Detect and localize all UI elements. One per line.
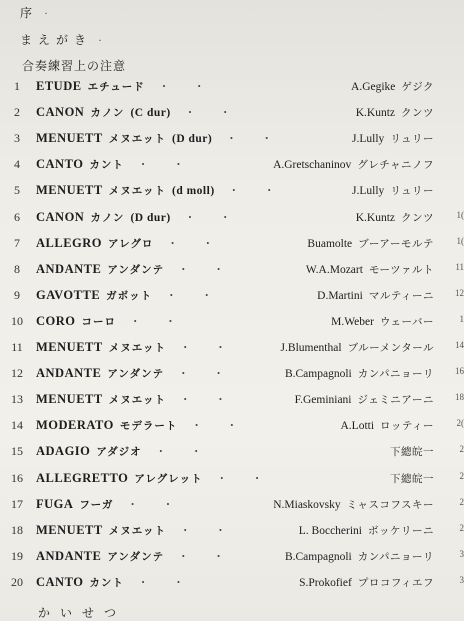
piece-number: 12: [8, 366, 26, 381]
contents-row: [0, 471, 464, 497]
piece-title-latin: CANON: [36, 105, 84, 119]
contents-row: [0, 392, 464, 418]
piece-title-latin: MENUETT: [36, 392, 103, 406]
piece-title-kana: エチュード: [88, 82, 145, 93]
piece-number: 17: [8, 497, 26, 512]
leader-dots: · ·: [153, 236, 224, 250]
piece-title: [36, 523, 237, 538]
composer-kana: モーツァルト: [369, 265, 434, 276]
contents-row: [0, 288, 464, 314]
leader-dots: · ·: [166, 523, 237, 537]
piece-title-kana: アンダンテ: [107, 552, 164, 563]
contents-row: [0, 236, 464, 262]
page-number: 1: [460, 314, 464, 324]
piece-key: (C dur): [130, 107, 170, 119]
composer-latin: B.Campagnoli: [285, 551, 352, 563]
contents-row: [0, 157, 464, 183]
composer-kana: ブルーメンタール: [348, 343, 434, 354]
piece-title-kana: フーガ: [79, 500, 113, 511]
piece-title-latin: ADAGIO: [36, 444, 90, 458]
piece-title-kana: アダジオ: [96, 447, 141, 458]
piece-number: 14: [8, 418, 26, 433]
composer-kana: グレチャニノフ: [357, 160, 434, 171]
page-number: 12: [455, 288, 464, 298]
composer-kana: カンパニョーリ: [358, 369, 434, 380]
afterword-label: かいせつ: [38, 606, 126, 620]
contents-row: [0, 497, 464, 523]
page-number: 2(: [457, 418, 464, 428]
composer-latin: K.Kuntz: [356, 107, 395, 119]
page-number: 3: [460, 549, 464, 559]
piece-title-kana: メヌエット: [109, 134, 166, 145]
piece-number: 16: [8, 471, 26, 486]
composer-kana: ジェミニアーニ: [358, 395, 434, 406]
preface-label: 序: [20, 6, 38, 20]
composer-kana: ロッティー: [380, 421, 434, 432]
piece-title: [36, 497, 184, 512]
contents-row: [0, 79, 464, 105]
composer: [299, 575, 434, 590]
contents-row: [0, 131, 464, 157]
piece-title: [36, 418, 248, 433]
piece-title-latin: ETUDE: [36, 79, 82, 93]
contents-row: [0, 105, 464, 131]
composer: [351, 79, 434, 94]
leader-dots: ·: [44, 6, 58, 20]
composer-kana: プロコフィエフ: [358, 578, 434, 589]
composer: [285, 366, 434, 381]
piece-title: [36, 314, 187, 329]
piece-number: 15: [8, 444, 26, 459]
composer-latin: A.Gretschaninov: [273, 159, 351, 171]
composer: [281, 340, 434, 355]
contents-row: [0, 366, 464, 392]
practice-note-label: 合奏練習上の注意: [22, 59, 126, 73]
piece-title-latin: ANDANTE: [36, 262, 101, 276]
composer: [352, 183, 434, 198]
piece-title-latin: CANON: [36, 210, 84, 224]
page-number: 18: [455, 392, 464, 402]
piece-title: [36, 131, 283, 146]
foreword-entry: [20, 31, 112, 48]
contents-row: [0, 575, 464, 601]
piece-title-kana: アレグレット: [134, 474, 202, 485]
page-number: 2: [460, 497, 464, 507]
composer-latin: S.Prokofief: [299, 577, 352, 589]
piece-number: 8: [8, 262, 26, 277]
piece-title-latin: ANDANTE: [36, 549, 101, 563]
composer: [307, 236, 434, 251]
composer: [299, 523, 434, 538]
piece-title: [36, 575, 195, 590]
piece-title-latin: ALLEGRETTO: [36, 471, 128, 485]
contents-row: [0, 210, 464, 236]
leader-dots: ·: [98, 33, 112, 47]
piece-title: [36, 79, 215, 94]
piece-title-kana: メヌエット: [109, 186, 166, 197]
composer-latin: N.Miaskovsky: [273, 499, 340, 511]
piece-number: 19: [8, 549, 26, 564]
piece-title: [36, 183, 285, 198]
composer-kana: 下總皖一: [390, 447, 434, 458]
composer: [295, 392, 434, 407]
page-number: 2: [460, 471, 464, 481]
composer: [285, 549, 434, 564]
foreword-label: まえがき: [20, 33, 92, 47]
composer: [331, 314, 434, 329]
composer-kana: ブーアーモルテ: [358, 239, 434, 250]
page-number: 3: [460, 575, 464, 585]
leader-dots: · ·: [124, 575, 195, 589]
leader-dots: · ·: [152, 288, 223, 302]
piece-number: 11: [8, 340, 26, 355]
composer-latin: M.Weber: [331, 316, 374, 328]
composer: [273, 497, 434, 512]
piece-number: 6: [8, 210, 26, 225]
piece-number: 1: [8, 79, 26, 94]
piece-title: [36, 236, 224, 251]
piece-title-latin: ALLEGRO: [36, 236, 102, 250]
leader-dots: · ·: [145, 79, 216, 93]
piece-key: (d moll): [172, 185, 215, 197]
composer-latin: W.A.Mozart: [306, 264, 363, 276]
piece-number: 4: [8, 157, 26, 172]
practice-note-entry: [22, 57, 126, 74]
piece-title-kana: アレグロ: [108, 239, 153, 250]
composer-latin: Buamolte: [307, 238, 352, 250]
piece-title: [36, 471, 273, 486]
composer: [352, 131, 434, 146]
leader-dots: · ·: [177, 418, 248, 432]
composer-latin: A.Lotti: [341, 420, 375, 432]
piece-title-latin: MENUETT: [36, 523, 103, 537]
leader-dots: · ·: [164, 262, 235, 276]
piece-title: [36, 105, 241, 120]
composer-latin: K.Kuntz: [356, 212, 395, 224]
piece-title: [36, 288, 223, 303]
contents-row: [0, 314, 464, 340]
contents-row: [0, 183, 464, 209]
piece-title-latin: FUGA: [36, 497, 73, 511]
piece-title: [36, 549, 235, 564]
piece-number: 5: [8, 183, 26, 198]
piece-title-latin: GAVOTTE: [36, 288, 100, 302]
piece-title-kana: コーロ: [82, 317, 117, 328]
composer-kana: クンツ: [401, 108, 434, 119]
piece-title: [36, 340, 237, 355]
composer-latin: J.Blumenthal: [281, 342, 342, 354]
piece-title-kana: アンダンテ: [107, 369, 164, 380]
piece-number: 18: [8, 523, 26, 538]
leader-dots: · ·: [215, 183, 286, 197]
piece-number: 3: [8, 131, 26, 146]
composer-latin: L. Boccherini: [299, 525, 362, 537]
composer-latin: B.Campagnoli: [285, 368, 352, 380]
piece-title: [36, 444, 212, 459]
composer-kana: 下總皖一: [390, 474, 434, 485]
piece-title-kana: メヌエット: [109, 526, 166, 537]
page-number: 16: [455, 366, 464, 376]
piece-title-latin: CORO: [36, 314, 76, 328]
composer-kana: リュリー: [390, 134, 434, 145]
composer: [306, 262, 434, 277]
leader-dots: · ·: [171, 105, 242, 119]
composer-kana: クンツ: [401, 213, 434, 224]
composer-kana: カンパニョーリ: [358, 552, 434, 563]
piece-title-latin: MENUETT: [36, 340, 103, 354]
composer: [356, 105, 434, 120]
piece-title-kana: カノン: [90, 213, 124, 224]
piece-title-kana: アンダンテ: [107, 265, 164, 276]
piece-key: (D dur): [172, 133, 212, 145]
piece-title-latin: CANTO: [36, 157, 83, 171]
piece-title: [36, 210, 241, 225]
page-number: 14: [455, 340, 464, 350]
contents-row: [0, 523, 464, 549]
contents-row: [0, 549, 464, 575]
piece-title-kana: カノン: [90, 108, 124, 119]
leader-dots: · ·: [164, 366, 235, 380]
piece-title-kana: メヌエット: [109, 395, 166, 406]
contents-row: [0, 418, 464, 444]
page-number: 2: [460, 523, 464, 533]
piece-title-latin: CANTO: [36, 575, 83, 589]
piece-title-kana: カント: [89, 160, 124, 171]
leader-dots: · ·: [142, 444, 213, 458]
leader-dots: · ·: [124, 157, 195, 171]
contents-row: [0, 262, 464, 288]
piece-title-kana: メヌエット: [109, 343, 166, 354]
composer-kana: ボッケリーニ: [368, 526, 434, 537]
piece-title-latin: ANDANTE: [36, 366, 101, 380]
piece-title-kana: カント: [89, 578, 124, 589]
piece-key: (D dur): [130, 212, 170, 224]
piece-title: [36, 157, 195, 172]
composer: [273, 157, 434, 172]
composer-latin: F.Geminiani: [295, 394, 352, 406]
composer: [384, 471, 434, 486]
leader-dots: · ·: [164, 549, 235, 563]
composer-kana: ゲジク: [401, 82, 434, 93]
piece-title-latin: MENUETT: [36, 183, 103, 197]
composer-kana: ミャスコフスキー: [347, 500, 434, 511]
piece-number: 2: [8, 105, 26, 120]
composer-kana: ウェーバー: [380, 317, 434, 328]
composer-latin: J.Lully: [352, 133, 384, 145]
page-number: 1(: [457, 236, 464, 246]
leader-dots: · ·: [203, 471, 274, 485]
composer: [356, 210, 434, 225]
piece-number: 13: [8, 392, 26, 407]
page-number: 11: [455, 262, 464, 272]
afterword-entry: [38, 604, 126, 621]
leader-dots: · ·: [212, 131, 283, 145]
contents-row: [0, 340, 464, 366]
leader-dots: · ·: [113, 497, 184, 511]
contents-row: [0, 444, 464, 470]
piece-number: 20: [8, 575, 26, 590]
preface-entry: [20, 4, 58, 21]
piece-number: 9: [8, 288, 26, 303]
piece-number: 7: [8, 236, 26, 251]
composer-latin: D.Martini: [317, 290, 363, 302]
piece-title-kana: ガボット: [106, 291, 152, 302]
leader-dots: · ·: [166, 392, 237, 406]
piece-number: 10: [8, 314, 26, 329]
composer: [317, 288, 434, 303]
composer: [384, 444, 434, 459]
piece-title: [36, 262, 235, 277]
piece-title: [36, 392, 237, 407]
composer-latin: J.Lully: [352, 185, 384, 197]
leader-dots: · ·: [171, 210, 242, 224]
composer-kana: マルティーニ: [369, 291, 434, 302]
composer-latin: A.Gegike: [351, 81, 395, 93]
piece-title: [36, 366, 235, 381]
piece-title-kana: モデラート: [120, 421, 178, 432]
composer-kana: リュリー: [390, 186, 434, 197]
leader-dots: · ·: [166, 340, 237, 354]
leader-dots: · ·: [116, 314, 187, 328]
piece-title-latin: MODERATO: [36, 418, 114, 432]
page-number: 1(: [457, 210, 464, 220]
piece-title-latin: MENUETT: [36, 131, 103, 145]
composer: [341, 418, 435, 433]
page-number: 2: [460, 444, 464, 454]
